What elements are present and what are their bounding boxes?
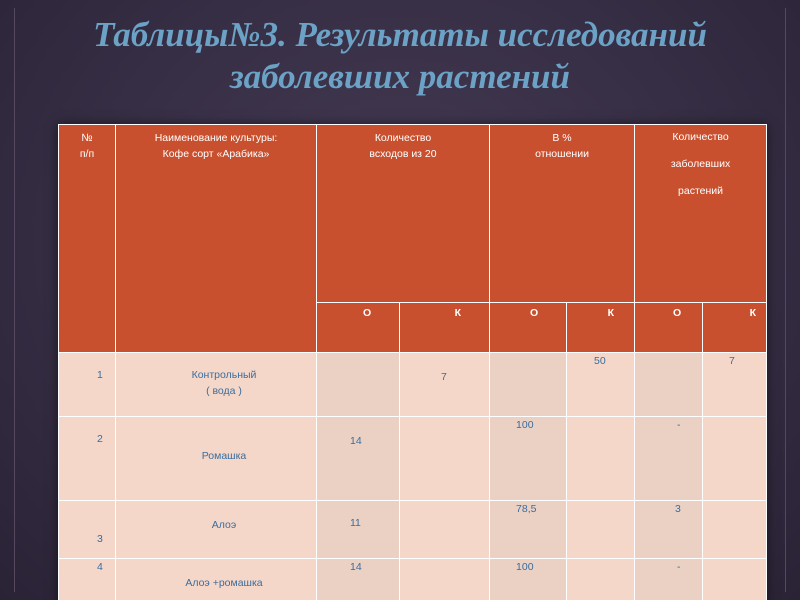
cell-sick-k xyxy=(703,501,767,559)
cell-sprouts-k: 7 xyxy=(400,353,490,417)
row-num: 4 xyxy=(59,559,116,600)
cell-sick-k xyxy=(703,417,767,501)
row-num: 1 xyxy=(59,353,116,417)
results-table xyxy=(58,124,767,600)
subheader-sprouts-o: О xyxy=(317,303,400,353)
cell-sick-o: - xyxy=(635,559,703,600)
slide-title xyxy=(0,14,800,98)
cell-sick-o xyxy=(635,353,703,417)
row-name: Алоэ +ромашка xyxy=(116,559,317,600)
cell-sick-k: 7 xyxy=(703,353,767,417)
header-num: № п/п xyxy=(59,125,116,353)
subheader-sick-k: К xyxy=(703,303,767,353)
cell-percent-k xyxy=(567,417,635,501)
row-name: Контрольный ( вода ) xyxy=(116,353,317,417)
table-row xyxy=(59,559,767,600)
cell-sprouts-o: 11 xyxy=(317,501,400,559)
header-culture: Наименование культуры: Кофе сорт «Арабика» xyxy=(116,125,317,353)
header-percent: В % отношении xyxy=(490,125,635,303)
cell-percent-k: 50 xyxy=(567,353,635,417)
cell-sprouts-k xyxy=(400,501,490,559)
cell-sprouts-o xyxy=(317,353,400,417)
row-name: Ромашка xyxy=(116,417,317,501)
cell-sick-k xyxy=(703,559,767,600)
cell-sick-o: 3 xyxy=(635,501,703,559)
cell-percent-o: 100 xyxy=(490,417,567,501)
title-line-1: Таблицы№3. Результаты исследований xyxy=(93,15,707,54)
header-sprouts: Количество всходов из 20 xyxy=(317,125,490,303)
cell-sprouts-o: 14 xyxy=(317,417,400,501)
cell-percent-k xyxy=(567,559,635,600)
subheader-percent-k: К xyxy=(567,303,635,353)
table-row xyxy=(59,353,767,417)
cell-percent-o: 78,5 xyxy=(490,501,567,559)
title-line-2: заболевших растений xyxy=(230,57,570,96)
table-row xyxy=(59,417,767,501)
cell-percent-k xyxy=(567,501,635,559)
cell-percent-o: 100 xyxy=(490,559,567,600)
subheader-percent-o: О xyxy=(490,303,567,353)
subheader-sick-o: О xyxy=(635,303,703,353)
cell-sick-o: - xyxy=(635,417,703,501)
subheader-sprouts-k: К xyxy=(400,303,490,353)
cell-percent-o xyxy=(490,353,567,417)
row-num: 2 xyxy=(59,417,116,501)
table-row xyxy=(59,501,767,559)
row-name: Алоэ xyxy=(116,501,317,559)
cell-sprouts-o: 14 xyxy=(317,559,400,600)
cell-sprouts-k xyxy=(400,417,490,501)
row-num: 3 xyxy=(59,501,116,559)
header-sick: Количество заболевших растений xyxy=(635,125,767,303)
cell-sprouts-k xyxy=(400,559,490,600)
